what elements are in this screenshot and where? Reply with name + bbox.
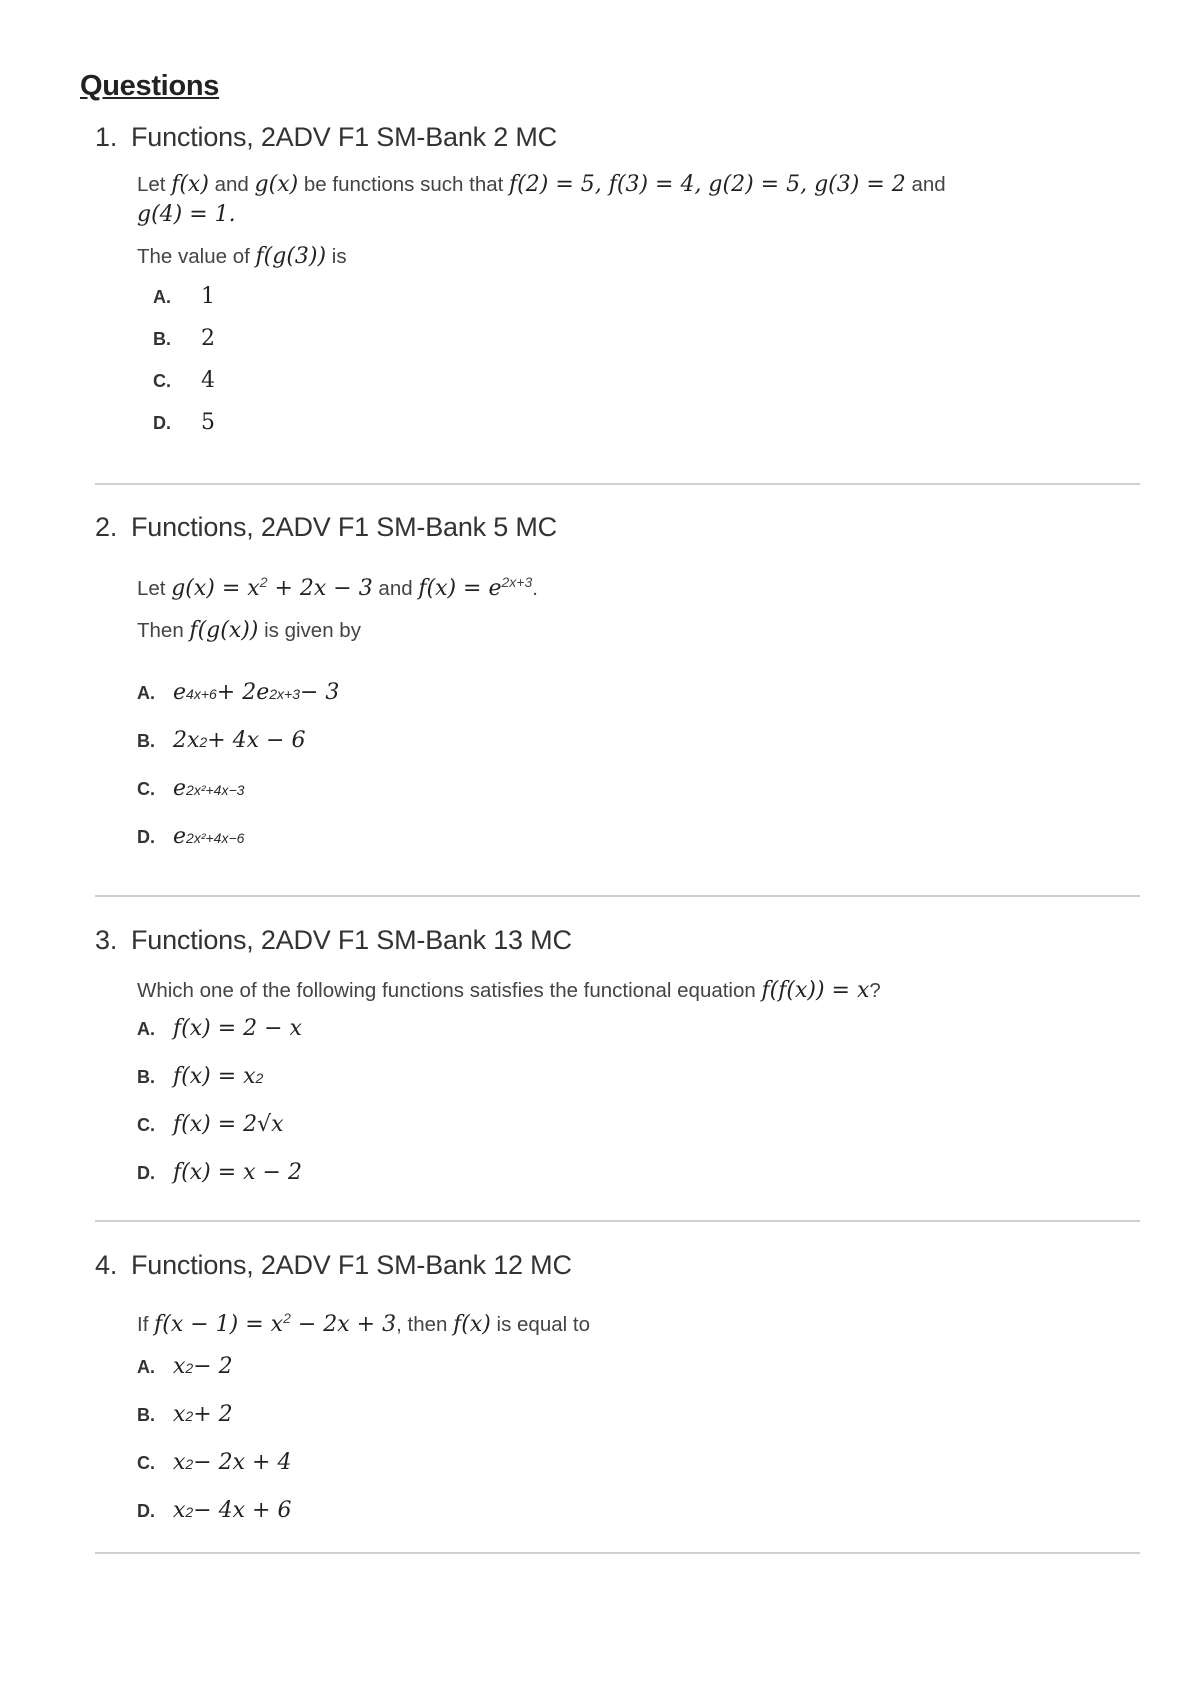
question-number: 3. bbox=[95, 925, 118, 955]
question-title-text: Functions, 2ADV F1 SM-Bank 12 MC bbox=[131, 1250, 572, 1280]
math-exponent: 2x+3 bbox=[501, 574, 533, 590]
question-stem bbox=[137, 170, 1140, 230]
option-a[interactable]: A. f(x) = 2 − x bbox=[137, 1016, 302, 1041]
math-expr: f(x) bbox=[171, 172, 209, 197]
divider bbox=[95, 483, 1140, 485]
question-prompt bbox=[137, 242, 1140, 272]
stem-text: is equal to bbox=[490, 1312, 590, 1336]
math-expr: f(x) bbox=[453, 1311, 491, 1337]
option-d[interactable]: D. 5 bbox=[153, 410, 215, 435]
question-title bbox=[95, 512, 1140, 543]
option-c[interactable]: C. 4 bbox=[153, 368, 215, 393]
stem-text: Let bbox=[137, 576, 172, 600]
option-d[interactable]: D. x 2 − 4x + 6 bbox=[137, 1497, 292, 1523]
stem-text: is given by bbox=[258, 618, 361, 642]
stem-text: Then bbox=[137, 618, 190, 642]
question-number: 4. bbox=[95, 1250, 118, 1280]
stem-text: and bbox=[208, 173, 255, 196]
stem-text: Which one of the following functions satisfies the functional equation bbox=[137, 979, 762, 1002]
math-expr: f(g(3)) bbox=[255, 244, 327, 269]
option-b[interactable]: B. f(x) = x 2 bbox=[137, 1064, 264, 1089]
math-expr: − 2x + 3 bbox=[290, 1311, 397, 1337]
question-2 bbox=[95, 512, 1140, 872]
question-1 bbox=[95, 122, 1140, 452]
question-stem bbox=[137, 567, 1140, 604]
math-expr: f(x) = e bbox=[418, 575, 502, 601]
option-c[interactable]: C. x 2 − 2x + 4 bbox=[137, 1449, 292, 1475]
math-expr: f(x − 1) = x bbox=[154, 1311, 284, 1337]
answer-options bbox=[153, 284, 1140, 452]
question-number: 2. bbox=[95, 512, 118, 542]
question-title bbox=[95, 1250, 1140, 1281]
question-number: 1. bbox=[95, 122, 118, 152]
question-stem bbox=[137, 1303, 1140, 1340]
answer-options bbox=[137, 680, 1140, 872]
math-expr: f(f(x)) = x bbox=[761, 978, 870, 1003]
option-a[interactable]: A. e 4x+6 + 2e 2x+3 − 3 bbox=[137, 679, 340, 705]
stem-text: and bbox=[905, 173, 946, 196]
answer-options bbox=[137, 1016, 1140, 1208]
option-b[interactable]: B. 2x 2 + 4x − 6 bbox=[137, 727, 306, 753]
question-title-text: Functions, 2ADV F1 SM-Bank 2 MC bbox=[131, 122, 557, 152]
math-expr: g(x) = x bbox=[171, 575, 260, 601]
divider bbox=[95, 895, 1140, 897]
math-exponent: 2 bbox=[259, 574, 268, 590]
question-stem bbox=[137, 976, 1140, 1006]
option-d[interactable]: D. f(x) = x − 2 bbox=[137, 1160, 302, 1185]
math-exponent: 2 bbox=[283, 1310, 291, 1326]
option-d[interactable]: D. e 2x²+4x−6 bbox=[137, 823, 245, 849]
stem-text: The value of bbox=[137, 245, 256, 268]
math-expr: f(g(x)) bbox=[189, 617, 259, 643]
stem-text: . bbox=[532, 576, 538, 600]
stem-text: ? bbox=[869, 979, 881, 1002]
question-3 bbox=[95, 925, 1140, 1208]
divider bbox=[95, 1552, 1140, 1554]
stem-text: is bbox=[326, 245, 347, 268]
page-heading: Questions bbox=[80, 70, 220, 102]
question-prompt bbox=[137, 616, 1140, 646]
stem-text: If bbox=[137, 1312, 155, 1336]
option-c[interactable]: C. e 2x²+4x−3 bbox=[137, 775, 245, 801]
stem-text: , then bbox=[396, 1312, 454, 1336]
divider bbox=[95, 1220, 1140, 1222]
option-a[interactable]: A. 1 bbox=[153, 284, 215, 309]
stem-text: be functions such that bbox=[298, 173, 510, 196]
math-expr: f(2) = 5, f(3) = 4, g(2) = 5, g(3) = 2 bbox=[509, 172, 906, 197]
math-expr: g(4) = 1. bbox=[137, 202, 236, 227]
question-title-text: Functions, 2ADV F1 SM-Bank 5 MC bbox=[131, 512, 557, 542]
option-c[interactable]: C. f(x) = 2√x bbox=[137, 1112, 284, 1137]
question-title-text: Functions, 2ADV F1 SM-Bank 13 MC bbox=[131, 925, 572, 955]
stem-text: and bbox=[372, 576, 419, 600]
question-title bbox=[95, 122, 1140, 153]
option-b[interactable]: B. x 2 + 2 bbox=[137, 1401, 233, 1427]
option-b[interactable]: B. 2 bbox=[153, 326, 215, 351]
stem-text: Let bbox=[137, 173, 172, 196]
question-4 bbox=[95, 1250, 1140, 1546]
question-title bbox=[95, 925, 1140, 956]
option-a[interactable]: A. x 2 − 2 bbox=[137, 1353, 233, 1379]
math-expr: + 2x − 3 bbox=[267, 575, 373, 601]
math-expr: g(x) bbox=[254, 172, 299, 197]
answer-options bbox=[137, 1354, 1140, 1546]
